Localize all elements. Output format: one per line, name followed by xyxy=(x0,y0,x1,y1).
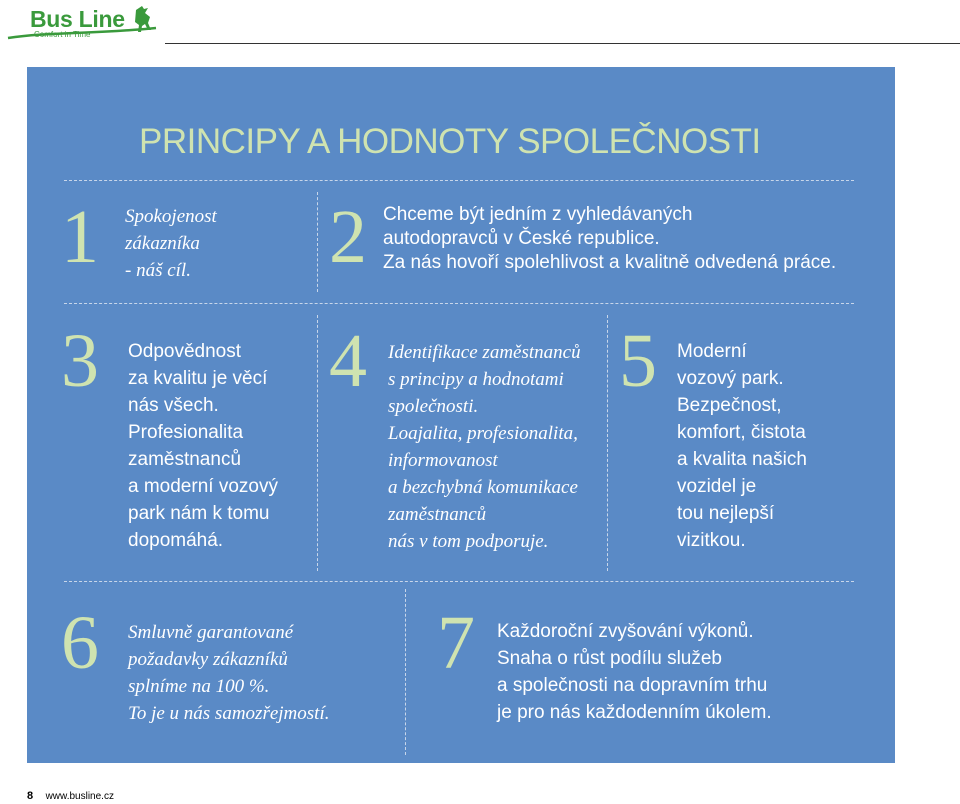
principle-text-line: Profesionalita xyxy=(128,422,244,443)
principle-text-line: vozový park. xyxy=(677,368,784,389)
principle-text-line: vozidel je xyxy=(677,476,757,497)
logo-tagline: Comfort in Time xyxy=(34,30,91,39)
divider-row-2 xyxy=(64,303,854,304)
principle-text-line: a moderní vozový xyxy=(128,476,278,497)
principle-text-line: Moderní xyxy=(677,341,747,362)
principle-text-line: zákazníka xyxy=(125,233,200,254)
principle-number: 3 xyxy=(61,319,99,403)
principle-text-line: nás všech. xyxy=(128,395,219,416)
principle-text-line: požadavky zákazníků xyxy=(128,649,288,670)
page-title: PRINCIPY A HODNOTY SPOLEČNOSTI xyxy=(139,122,761,161)
principle-text-line: Chceme být jedním z vyhledávaných xyxy=(383,204,693,225)
principle-text-line: splníme na 100 %. xyxy=(128,676,270,697)
principle-text-line: Za nás hovoří spolehlivost a kvalitně odvedená práce. xyxy=(383,252,837,273)
principle-text-line: Snaha o růst podílu služeb xyxy=(497,648,722,669)
principle-text-line: Každoroční zvyšování výkonů. xyxy=(497,621,754,642)
logo-name: Bus Line xyxy=(30,6,125,32)
header-divider xyxy=(165,43,960,44)
principles-panel xyxy=(27,67,895,763)
principle-number: 6 xyxy=(61,601,99,685)
principle-text-line: Odpovědnost xyxy=(128,341,242,362)
principle-text-line: společnosti. xyxy=(388,396,479,417)
bus-line-logo xyxy=(6,4,166,44)
page-number: 8 xyxy=(27,790,34,802)
principle-text-line: Smluvně garantované xyxy=(128,622,294,643)
principle-text-line: nás v tom podporuje. xyxy=(388,531,549,552)
divider-col-3-4 xyxy=(317,315,318,571)
website-link[interactable]: www.busline.cz xyxy=(45,791,114,802)
principle-text-line: autodopravců v České republice. xyxy=(383,228,660,249)
principle-text-line: Spokojenost xyxy=(125,206,217,227)
principle-number: 4 xyxy=(329,319,367,403)
principle-text-line: a bezchybná komunikace xyxy=(388,477,578,498)
page-footer xyxy=(27,786,114,804)
principle-text-line: zaměstnanců xyxy=(128,449,242,470)
principle-number: 1 xyxy=(61,195,99,279)
divider-row-1 xyxy=(64,180,854,181)
divider-col-1-2 xyxy=(317,192,318,292)
principle-number: 7 xyxy=(437,601,475,685)
principle-number: 2 xyxy=(329,195,367,279)
principle-text-line: park nám k tomu xyxy=(128,503,270,524)
principle-number: 5 xyxy=(619,319,657,403)
principle-text-line: Loajalita, profesionalita, xyxy=(388,423,578,444)
principle-text-line: za kvalitu je věcí xyxy=(128,368,268,389)
principle-text-line: a společnosti na dopravním trhu xyxy=(497,675,768,696)
principle-text-line: dopomáhá. xyxy=(128,530,224,551)
divider-row-3 xyxy=(64,581,854,582)
principle-text-line: Bezpečnost, xyxy=(677,395,782,416)
principle-text-line: komfort, čistota xyxy=(677,422,806,443)
principle-text-line: - náš cíl. xyxy=(125,260,191,281)
divider-col-4-5 xyxy=(607,315,608,571)
principle-text-line: informovanost xyxy=(388,450,498,471)
principle-text-line: Identifikace zaměstnanců xyxy=(388,342,581,363)
principle-text-line: vizitkou. xyxy=(677,530,746,551)
principle-text-line: a kvalita našich xyxy=(677,449,807,470)
principle-text-line: s principy a hodnotami xyxy=(388,369,564,390)
principle-text-line: zaměstnanců xyxy=(388,504,487,525)
principle-text-line: tou nejlepší xyxy=(677,503,775,524)
principle-text-line: je pro nás každodenním úkolem. xyxy=(497,702,772,723)
divider-col-6-7 xyxy=(405,589,406,755)
principle-text-line: To je u nás samozřejmostí. xyxy=(128,703,330,724)
